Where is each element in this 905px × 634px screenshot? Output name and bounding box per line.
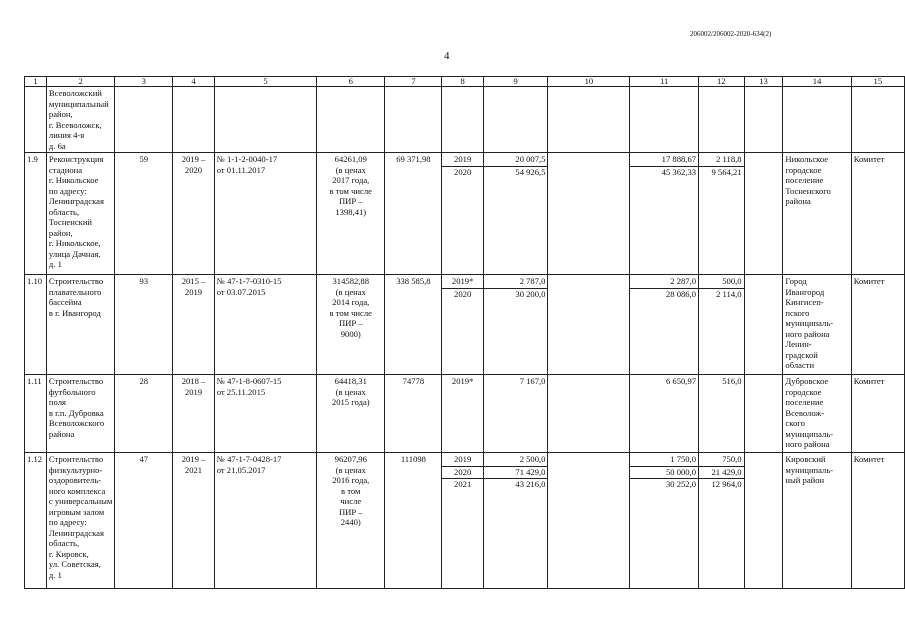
other-cell: [744, 375, 783, 453]
local-cell-value: 21 429,0: [699, 466, 744, 479]
cost-line: (в ценах: [335, 386, 366, 397]
cost-line: ПИР –: [338, 506, 363, 517]
name-line: Строительство: [48, 376, 104, 386]
cost-line: 1398,41): [335, 206, 367, 217]
regional-cell-stack: [630, 276, 698, 300]
location-cell: [783, 153, 851, 275]
location-line: поселение: [785, 175, 824, 185]
year-cell-value: 2021: [442, 478, 482, 491]
cost-cell: [317, 453, 385, 589]
year-cell: [442, 153, 483, 275]
local-cell: [699, 375, 745, 453]
row-number-text: 1.10: [27, 276, 43, 286]
expertise-line: от 03.07.2015: [216, 286, 266, 297]
cost-line: 314582,88: [332, 276, 370, 286]
local-cell: [699, 153, 745, 275]
object-table: [24, 76, 905, 589]
name-cell: [46, 453, 114, 589]
name-cell: [46, 275, 114, 375]
location-line: области: [785, 360, 815, 370]
regional-cell-stack: [630, 376, 698, 388]
name-line: муниципальный: [48, 98, 109, 109]
regional-cell: [630, 453, 699, 589]
cost-line: 96207,96: [334, 454, 367, 464]
expertise-line: № 47-1-8-0607-15: [216, 376, 282, 386]
total-cost-value: 74778: [402, 376, 425, 386]
local-cell-stack: [699, 276, 744, 300]
expertise-line: от 25.11.2015: [216, 386, 266, 397]
amount-total-cell-stack: [484, 154, 548, 178]
header-row: [25, 77, 905, 87]
amount-total-cell-value: 71 429,0: [484, 466, 548, 479]
column-header: 5: [214, 77, 317, 87]
column-header: 14: [783, 77, 851, 87]
name-line: по адресу:: [48, 185, 87, 196]
federal-cell: [548, 275, 630, 375]
customer-cell: [851, 275, 904, 375]
amount-total-cell: [483, 153, 548, 275]
cost-line: (в ценах: [335, 164, 366, 175]
row-number: [25, 453, 47, 589]
table-row: [25, 453, 905, 589]
year-cell-value: 2020: [442, 466, 482, 479]
name-line: г. Кировск,: [48, 548, 89, 559]
year-cell-stack: [442, 154, 482, 178]
name-line: игровым залом: [48, 506, 105, 517]
location-line: поселение: [785, 397, 824, 407]
amount-total-cell-value: 2 787,0: [519, 276, 546, 286]
expertise-cell: [214, 275, 317, 375]
name-line: Строительство: [48, 276, 104, 286]
name-line: д. 6а: [48, 140, 66, 151]
regional-cell: [630, 275, 699, 375]
regional-cell: [630, 153, 699, 275]
local-cell-stack: [699, 376, 744, 388]
regional-cell-value: 17 888,67: [661, 154, 697, 164]
period-line: 2020: [184, 164, 203, 175]
period-line: 2021: [184, 464, 203, 475]
name-line: улица Дачная,: [48, 248, 101, 259]
name-line: Ленинградская: [48, 196, 104, 206]
column-header: 9: [483, 77, 548, 87]
amount-total-cell-value: 20 007,5: [515, 154, 546, 164]
location-line: Никольское: [785, 154, 829, 164]
location-line: Кингисеп-: [785, 297, 824, 307]
local-cell-value: 750,0: [722, 454, 742, 464]
capacity-cell: [115, 453, 173, 589]
location-line: муниципаль-: [785, 318, 834, 328]
name-line: с универсальным: [48, 496, 113, 506]
document-id: 206002/206002-2020-634(2): [690, 30, 772, 38]
period-line: 2018 –: [181, 376, 206, 386]
location-cell: [783, 375, 851, 453]
year-cell: [442, 453, 483, 589]
amount-total-cell-value: 7 167,0: [519, 376, 546, 386]
column-header: 2: [46, 77, 114, 87]
page-number: 4: [444, 50, 450, 62]
location-line: пского: [785, 307, 810, 318]
total-cost-value: 69 371,98: [396, 154, 431, 164]
column-header: 7: [385, 77, 442, 87]
column-header: 10: [548, 77, 630, 87]
other-cell: [744, 453, 783, 589]
name-line: футбольного: [48, 386, 96, 397]
cost-line: 64261,09: [334, 154, 367, 164]
expertise-line: от 01.11.2017: [216, 164, 266, 175]
name-line: района: [48, 428, 75, 439]
local-cell: [699, 275, 745, 375]
capacity-value: 47: [139, 454, 149, 464]
name-line: Тосненский: [48, 217, 93, 227]
name-line: оздоровитель-: [48, 475, 102, 485]
year-cell-value: 2019: [454, 154, 472, 164]
location-line: муниципаль-: [785, 464, 834, 475]
regional-cell-value: 45 362,33: [630, 166, 698, 179]
name-cell: [46, 87, 114, 153]
column-header: 1: [25, 77, 47, 87]
period-cell: [173, 275, 214, 375]
table-row: [25, 275, 905, 375]
continuation-row: [25, 87, 905, 153]
total-cost-cell: [385, 375, 442, 453]
location-line: ного района: [785, 328, 830, 339]
year-cell-value: 2020: [442, 288, 482, 301]
amount-total-cell-value: 2 500,0: [519, 454, 546, 464]
expertise-cell: [214, 453, 317, 589]
column-header: 6: [317, 77, 385, 87]
cost-cell: [317, 375, 385, 453]
cost-line: числе: [340, 496, 362, 506]
expertise-line: № 47-1-7-0428-17: [216, 454, 282, 464]
name-line: область,: [48, 538, 80, 548]
capacity-value: 59: [139, 154, 149, 164]
expertise-cell: [214, 153, 317, 275]
cost-line: в том числе: [329, 185, 372, 196]
regional-cell-value: 6 650,97: [665, 376, 697, 386]
capacity-cell: [115, 153, 173, 275]
capacity-value: 93: [139, 276, 149, 286]
capacity-value: 28: [139, 376, 149, 386]
column-header: 11: [630, 77, 699, 87]
name-line: д. 1: [48, 259, 62, 269]
federal-cell: [548, 153, 630, 275]
cost-cell: [317, 275, 385, 375]
capacity-cell: [115, 375, 173, 453]
customer-cell: [851, 375, 904, 453]
name-line: Строительство: [48, 454, 104, 464]
customer-value: Комитет: [853, 276, 885, 286]
regional-cell-stack: [630, 154, 698, 178]
total-cost-cell: [385, 153, 442, 275]
year-cell-stack: [442, 276, 482, 300]
period-cell: [173, 453, 214, 589]
customer-value: Комитет: [853, 454, 885, 464]
cost-line: в том: [341, 485, 361, 496]
name-line: г. Никольское,: [48, 238, 101, 248]
local-cell-value: 12 964,0: [699, 478, 744, 491]
name-line: физкультурно-: [48, 464, 103, 475]
location-line: муниципаль-: [785, 428, 834, 439]
row-number: [25, 275, 47, 375]
total-cost-value: 111098: [400, 454, 426, 464]
name-line: район,: [48, 227, 73, 238]
name-line: район,: [48, 109, 73, 119]
row-number: [25, 153, 47, 275]
amount-total-cell: [483, 453, 548, 589]
year-cell: [442, 275, 483, 375]
cost-line: 2440): [340, 517, 361, 527]
total-cost-value: 338 585,8: [396, 276, 431, 286]
location-line: ского: [785, 418, 805, 428]
period-line: 2019 –: [181, 154, 206, 164]
year-cell-value: 2019*: [451, 276, 474, 286]
customer-value: Комитет: [853, 154, 885, 164]
column-header: 3: [115, 77, 173, 87]
amount-total-cell-value: 30 200,0: [484, 288, 548, 301]
cost-line: ПИР –: [338, 196, 363, 206]
name-line: г. Никольское: [48, 175, 99, 185]
location-line: Всеволож-: [785, 407, 825, 418]
name-line: стадиона: [48, 164, 83, 175]
name-line: плавательного: [48, 286, 102, 297]
location-line: Ивангород: [785, 286, 825, 297]
location-line: Ленин-: [785, 339, 812, 349]
name-line: ного комплекса: [48, 485, 106, 496]
name-line: Ленинградская: [48, 527, 104, 538]
year-cell-stack: [442, 454, 482, 491]
federal-cell: [548, 375, 630, 453]
year-cell: [442, 375, 483, 453]
other-cell: [744, 275, 783, 375]
total-cost-cell: [385, 453, 442, 589]
row-number-text: 1.11: [27, 376, 42, 386]
amount-total-cell: [483, 275, 548, 375]
cost-line: (в ценах: [335, 286, 366, 297]
name-line: Всеволожского: [48, 418, 105, 428]
year-cell-value: 2020: [442, 166, 482, 179]
amount-total-cell-value: 54 926,5: [484, 166, 548, 179]
column-header: 15: [851, 77, 904, 87]
name-cell: [46, 153, 114, 275]
local-cell-value: 2 118,8: [716, 154, 742, 164]
cost-cell: [317, 153, 385, 275]
location-line: Кировский: [785, 454, 826, 464]
column-header: 13: [744, 77, 783, 87]
column-header: 4: [173, 77, 214, 87]
location-line: района: [785, 196, 811, 206]
customer-cell: [851, 153, 904, 275]
name-line: поля: [48, 397, 66, 407]
name-line: бассейна: [48, 297, 82, 307]
cost-line: 2014 года,: [332, 297, 370, 307]
location-line: городское: [785, 164, 822, 175]
regional-cell-value: 2 287,0: [670, 276, 697, 286]
location-line: Дубровское: [785, 376, 829, 386]
local-cell-value: 500,0: [722, 276, 742, 286]
row-number-text: 1.12: [27, 454, 43, 464]
name-line: в г.п. Дубровка: [48, 407, 104, 418]
name-line: г. Всеволожск,: [48, 119, 102, 130]
name-line: Всеволожский: [48, 88, 102, 98]
federal-cell: [548, 453, 630, 589]
local-cell-stack: [699, 454, 744, 491]
local-cell-value: 9 564,21: [699, 166, 744, 179]
regional-cell: [630, 375, 699, 453]
cost-line: (в ценах: [335, 464, 366, 475]
cost-line: 2015 года): [331, 397, 370, 407]
period-line: 2019: [184, 286, 203, 297]
year-cell-value: 2019: [454, 454, 472, 464]
name-line: линия 4-я: [48, 130, 85, 140]
cost-line: 9000): [340, 328, 361, 339]
cost-line: 2016 года,: [332, 475, 370, 485]
amount-total-cell-value: 43 216,0: [484, 478, 548, 491]
period-cell: [173, 375, 214, 453]
amount-total-cell-stack: [484, 276, 548, 300]
name-line: область,: [48, 206, 80, 217]
table-row: [25, 375, 905, 453]
year-cell-stack: [442, 376, 482, 388]
expertise-line: № 1-1-2-0040-17: [216, 154, 278, 164]
table-row: [25, 153, 905, 275]
location-line: градской: [785, 349, 818, 360]
location-cell: [783, 453, 851, 589]
regional-cell-value: 28 086,0: [630, 288, 698, 301]
location-line: Тосненского: [785, 185, 831, 196]
regional-cell-value: 1 750,0: [670, 454, 697, 464]
local-cell-value: 516,0: [722, 376, 742, 386]
expertise-line: от 21.05.2017: [216, 464, 266, 475]
amount-total-cell-stack: [484, 454, 548, 491]
cost-line: 2017 года,: [332, 175, 370, 185]
row-number: [25, 375, 47, 453]
amount-total-cell: [483, 375, 548, 453]
name-cell: [46, 375, 114, 453]
row-number-text: 1.9: [27, 154, 38, 164]
customer-cell: [851, 453, 904, 589]
column-header: 12: [699, 77, 745, 87]
customer-value: Комитет: [853, 376, 885, 386]
local-cell-stack: [699, 154, 744, 178]
location-line: городское: [785, 386, 822, 397]
location-line: ный район: [785, 475, 825, 485]
name-line: в г. Ивангород: [48, 307, 101, 318]
amount-total-cell-stack: [484, 376, 548, 388]
location-line: Город: [785, 276, 807, 286]
column-header: 8: [442, 77, 483, 87]
expertise-cell: [214, 375, 317, 453]
period-cell: [173, 153, 214, 275]
expertise-line: № 47-1-7-0310-15: [216, 276, 282, 286]
other-cell: [744, 153, 783, 275]
capacity-cell: [115, 275, 173, 375]
regional-cell-value: 50 000,0: [630, 466, 698, 479]
period-line: 2019: [184, 386, 203, 397]
period-line: 2015 –: [181, 276, 206, 286]
cost-line: в том числе: [329, 307, 372, 318]
local-cell: [699, 453, 745, 589]
period-line: 2019 –: [181, 454, 206, 464]
name-line: Реконструкция: [48, 154, 104, 164]
name-line: по адресу:: [48, 517, 87, 527]
total-cost-cell: [385, 275, 442, 375]
name-line: д. 1: [48, 569, 62, 580]
location-cell: [783, 275, 851, 375]
regional-cell-value: 30 252,0: [630, 478, 698, 491]
local-cell-value: 2 114,0: [699, 288, 744, 301]
cost-line: 64418,31: [334, 376, 367, 386]
cost-line: ПИР –: [338, 318, 363, 328]
name-line: ул. Советская,: [48, 559, 101, 569]
regional-cell-stack: [630, 454, 698, 491]
year-cell-value: 2019*: [451, 376, 474, 386]
location-line: ного района: [785, 439, 830, 449]
